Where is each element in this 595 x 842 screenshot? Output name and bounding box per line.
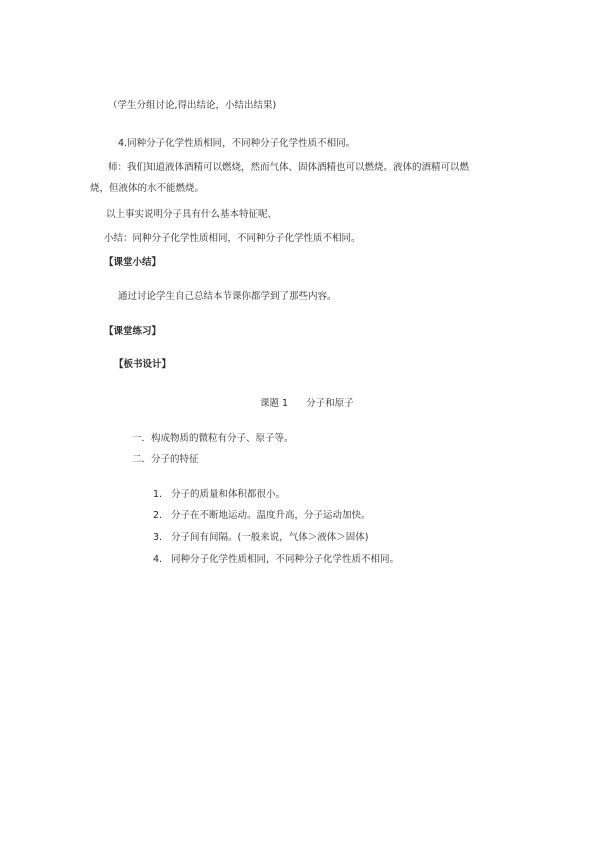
- feature-number: 4.: [153, 554, 163, 565]
- point-4-text: 4.同种分子化学性质相同，不同种分子化学性质不相同。: [118, 138, 356, 149]
- teacher-remark-line-2: 烧，但液体的水不能燃烧。: [90, 183, 205, 194]
- feature-text: 分子间有间隔。(一般来说，气体＞液体＞固体): [171, 532, 369, 543]
- board-title: 课题 1 分子和原子: [260, 398, 354, 409]
- class-summary-heading: 【课堂小结】: [104, 257, 162, 268]
- feature-number: 1.: [153, 489, 163, 500]
- summary-text: 小结：同种分子化学性质相同，不同种分子化学性质不相同。: [104, 233, 361, 244]
- feature-item-2: [153, 509, 371, 523]
- feature-number: 3.: [153, 532, 163, 543]
- teacher-remark-line-1: 师：我们知道液体酒精可以燃烧，然而气体、固体酒精也可以燃烧。液体的酒精可以燃: [108, 162, 470, 173]
- class-practice-heading: 【课堂练习】: [104, 326, 162, 337]
- feature-item-1: [153, 488, 285, 502]
- board-design-heading: 【板书设计】: [114, 359, 172, 370]
- outline-item-2: 二．分子的特征: [132, 454, 199, 465]
- student-discussion-note: （学生分组讨论,得出结论，小结出结果): [108, 100, 277, 111]
- outline-item-1: 一．构成物质的微粒有分子、原子等。: [132, 433, 294, 444]
- feature-item-3: [153, 531, 368, 545]
- feature-text: 同种分子化学性质相同，不同种分子化学性质不相同。: [171, 554, 400, 565]
- feature-item-4: [153, 553, 399, 567]
- feature-text: 分子在不断地运动。温度升高，分子运动加快。: [171, 510, 371, 521]
- feature-text: 分子的质量和体积都很小。: [171, 489, 286, 500]
- feature-number: 2.: [153, 510, 163, 521]
- class-summary-text: 通过讨论学生自己总结本节课你都学到了那些内容。: [118, 291, 337, 302]
- question-text: 以上事实说明分子具有什么基本特征呢、: [106, 209, 278, 220]
